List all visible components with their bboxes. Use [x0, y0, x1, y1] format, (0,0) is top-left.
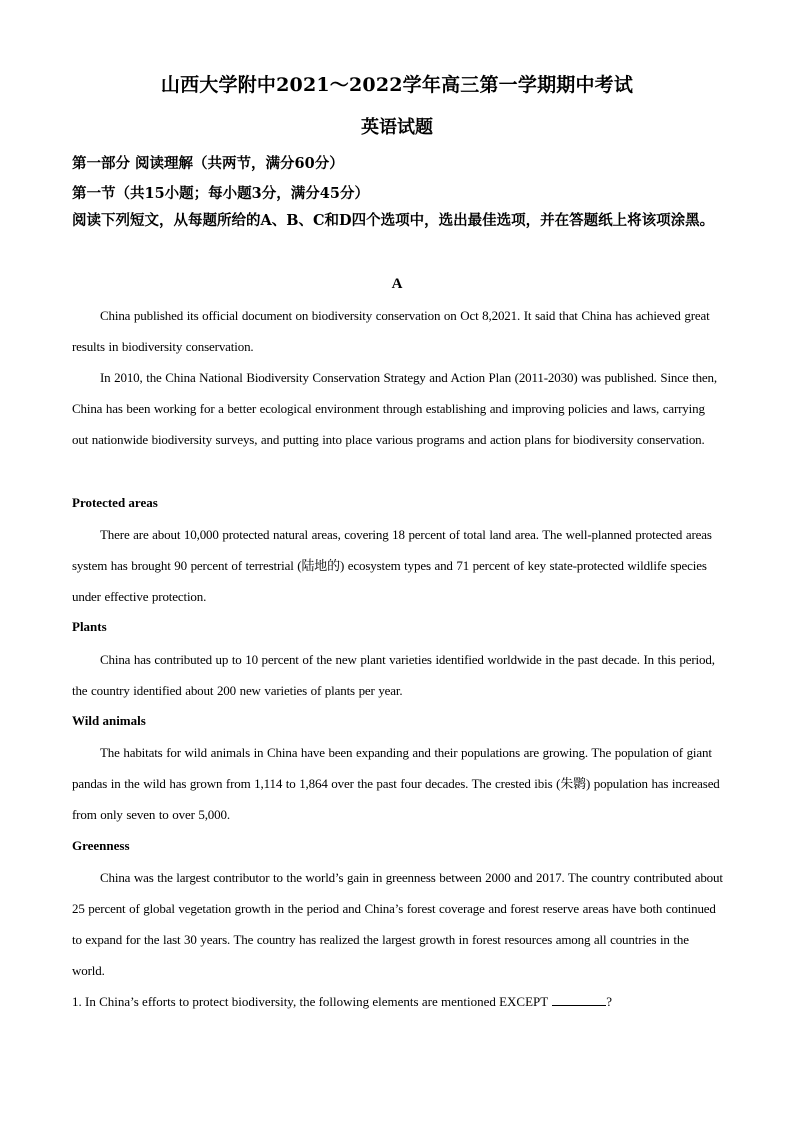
question-1-text: 1. In China’s efforts to protect biodiversity, the following elements are mentioned EXCEPT	[72, 994, 549, 1009]
section-paragraph-protected-areas: There are about 10,000 protected natural areas, covering 18 percent of total land area. The well-planned protected areas system has brought 90 percent of terrestrial (陆地的) ecosystem types and 71 percent of key state-protected wildlife species under effective protection.	[72, 527, 712, 604]
part-instruction: 第一部分 阅读理解（共两节，满分60分）	[72, 155, 344, 172]
question-1	[72, 993, 612, 1010]
intro-paragraph: China published its official document on biodiversity conservation on Oct 8,2021. It said that China has achieved great results in biodiversity conservation.	[72, 308, 710, 354]
intro-paragraph: In 2010, the China National Biodiversity Conservation Strategy and Action Plan (2011-2030) was published. Since then, China has been working for a better ecological environment through establishing and improving policies and laws, carrying out nationwide biodiversity surveys, and putting into place various programs and action plans for biodiversity conservation.	[72, 370, 717, 447]
exam-subtitle: 英语试题	[361, 117, 433, 138]
passage-letter: A	[391, 276, 403, 292]
section-paragraph-plants: China has contributed up to 10 percent of the new plant varieties identified worldwide in the past decade. In this period, the country identified about 200 new varieties of plants per year.	[72, 652, 715, 698]
question-1-suffix: ?	[606, 994, 612, 1009]
directions-text: 阅读下列短文，从每题所给的A、B、C和D四个选项中，选出最佳选项，并在答题纸上将该项涂黑。	[72, 212, 715, 229]
section-instruction: 第一节（共15小题；每小题3分，满分45分）	[72, 185, 369, 202]
section-paragraph-wild-animals: The habitats for wild animals in China have been expanding and their populations are growing. The population of giant pandas in the wild has grown from 1,114 to 1,864 over the past four decades. The crested ibis (朱鹮) population has increased from only seven to over 5,000.	[72, 745, 720, 822]
section-heading-wild-animals: Wild animals	[72, 713, 146, 728]
section-paragraph-greenness: China was the largest contributor to the world’s gain in greenness between 2000 and 2017. The country contributed about 25 percent of global vegetation growth in the period and China’s forest coverage and forest reserve areas have both continued to expand for the last 30 years. The country has realized the largest growth in forest resources among all countries in the world.	[72, 870, 723, 978]
exam-title: 山西大学附中2021～2022学年高三第一学期期中考试	[160, 74, 634, 96]
section-heading-protected-areas: Protected areas	[72, 495, 158, 510]
answer-blank	[552, 993, 606, 1006]
section-heading-plants: Plants	[72, 619, 107, 634]
section-heading-greenness: Greenness	[72, 838, 130, 853]
